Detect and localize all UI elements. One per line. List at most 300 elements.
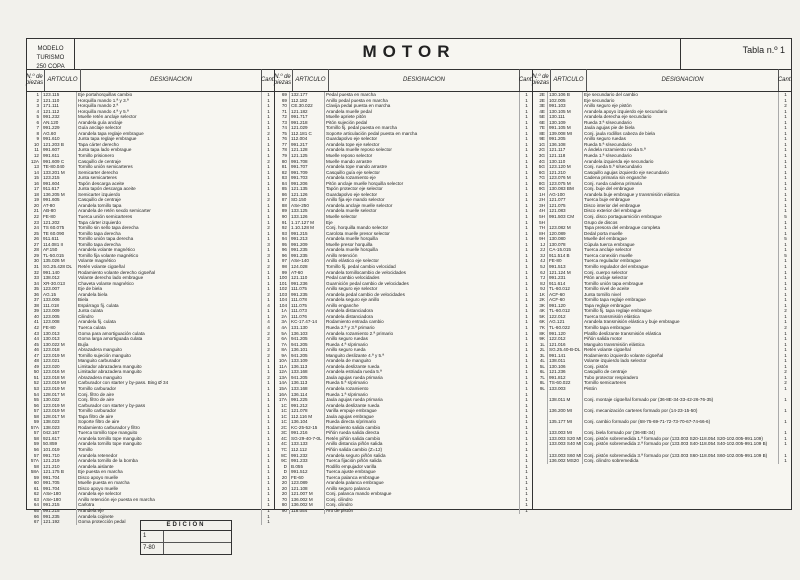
- part-number: 49: [27, 364, 42, 370]
- part-article: 991.206: [290, 181, 325, 187]
- part-number: 9H: [533, 236, 548, 242]
- part-number: 85: [275, 186, 290, 192]
- part-designation: Arandela tornillo tope manguito: [77, 436, 262, 442]
- part-article: 991.232: [290, 453, 325, 459]
- part-number: 8A: [275, 347, 290, 353]
- part-number: 90: [275, 214, 290, 220]
- part-article: 991.708: [290, 159, 325, 165]
- part-designation: Carburador con starter y by-pass. Bing Ø 34: [77, 380, 262, 386]
- part-number: 15A: [275, 386, 290, 392]
- part-number: 69: [275, 98, 290, 104]
- part-quantity: 1: [784, 247, 787, 253]
- part-quantity: 1: [525, 419, 528, 425]
- part-number: 4J: [533, 258, 548, 264]
- part-designation: Conj. disco portaguarnición embrague: [583, 214, 779, 220]
- part-quantity: 1: [267, 141, 270, 147]
- part-designation: Limitador abrazadera manguito: [77, 364, 262, 370]
- part-number: 69: [275, 92, 290, 98]
- part-quantity: 1: [784, 180, 787, 186]
- part-article: 138.011 M: [548, 397, 583, 403]
- part-article: 991.707: [290, 164, 325, 170]
- part-designation: Rodamiento entrada cambio: [325, 319, 520, 325]
- part-number: 76: [275, 136, 290, 142]
- part-quantity: 1: [525, 452, 528, 458]
- part-article: 123.019 M: [42, 386, 77, 392]
- part-article: 133.109: [290, 358, 325, 364]
- part-number: 71: [275, 109, 290, 115]
- part-number: 73: [275, 120, 290, 126]
- part-designation: Anillo fija eje mando selector: [325, 197, 520, 203]
- part-article: 136.103: [290, 331, 325, 337]
- part-designation: Bujía: [77, 342, 262, 348]
- part-quantity: 1: [784, 147, 787, 153]
- part-article: 121.182: [290, 109, 325, 115]
- part-quantity: 1: [267, 419, 270, 425]
- part-quantity: 1: [525, 136, 528, 142]
- part-designation: Carburador con starter y by-pass: [77, 403, 262, 409]
- part-number: 3: [27, 103, 42, 109]
- part-designation: Anillo seguro ruedas: [325, 336, 520, 342]
- part-designation: Arandela muelle selector: [325, 208, 520, 214]
- part-article: 121.128: [290, 147, 325, 153]
- part-quantity: 1: [525, 308, 528, 314]
- part-quantity: 1: [525, 485, 528, 491]
- part-article: 991.229: [42, 125, 77, 131]
- part-quantity: 1: [525, 258, 528, 264]
- part-designation: Tornillo tapa reglaje embrague: [583, 297, 779, 303]
- part-article: 121.118: [548, 153, 583, 159]
- part-number: 63: [27, 497, 42, 503]
- part-designation: Arandela aislante: [77, 464, 262, 470]
- part-article: 133.003: [548, 386, 583, 392]
- part-number: 46: [27, 347, 42, 353]
- part-article: 138.012: [42, 275, 77, 281]
- part-quantity: 1: [267, 313, 270, 319]
- part-number: 16A: [275, 392, 290, 398]
- part-designation: Conj. filtro de aire: [77, 392, 262, 398]
- part-quantity: 1: [525, 225, 528, 231]
- part-number: 9K: [533, 336, 548, 342]
- part-number: 80: [275, 502, 290, 508]
- part-article: 991.607: [42, 147, 77, 153]
- part-designation: Conj. rueda 5.ª s/secundario: [583, 164, 779, 170]
- part-article: 941.205: [290, 336, 325, 342]
- table-row: [533, 458, 791, 464]
- part-number: 1L: [533, 342, 548, 348]
- part-quantity: 1: [267, 485, 270, 491]
- part-quantity: 1: [784, 280, 787, 286]
- part-number: 8J: [533, 281, 548, 287]
- part-article: 136.200 MI: [548, 408, 583, 414]
- part-number: 23: [27, 220, 42, 226]
- part-designation: Muelle presor horquilla: [325, 242, 520, 248]
- part-number: 20: [27, 203, 42, 209]
- part-quantity: 1: [525, 441, 528, 447]
- part-article: TE-80.040: [42, 164, 77, 170]
- part-number: 3G: [533, 153, 548, 159]
- part-quantity: 1: [525, 175, 528, 181]
- part-quantity: 1: [784, 374, 787, 380]
- part-designation: Horquilla mando 1.ª y 3.ª: [77, 98, 262, 104]
- part-number: 2: [27, 98, 42, 104]
- part-article: 991.232: [42, 114, 77, 120]
- part-designation: Jaula agujas pie de biela: [583, 125, 779, 131]
- part-designation: Conj. pistón: [583, 364, 779, 370]
- part-designation: Muelle mando arrastre: [325, 159, 520, 165]
- part-article: 121.029: [290, 125, 325, 131]
- part-designation: Jaula agujas embrague: [325, 414, 520, 420]
- part-number: 55: [27, 397, 42, 403]
- part-designation: Tapa cárter izquierdo: [77, 220, 262, 226]
- part-quantity: 1: [267, 380, 270, 386]
- part-quantity: 1: [784, 125, 787, 131]
- part-article: 991.710: [42, 453, 77, 459]
- part-quantity: 1: [784, 291, 787, 297]
- part-designation: Conj. cilindro sobremedida: [583, 458, 779, 464]
- part-article: 991.717: [290, 114, 325, 120]
- part-article: AG-100: [548, 192, 583, 198]
- part-designation: Carlotra: [77, 502, 262, 508]
- header-designacion: DESIGNACION: [81, 69, 262, 91]
- part-article: 991.216: [290, 430, 325, 436]
- part-article: 121.110: [290, 275, 325, 281]
- part-number: 7G: [533, 175, 548, 181]
- part-quantity: 1: [267, 164, 270, 170]
- part-designation: Tuerca anclaje selector: [583, 247, 779, 253]
- part-quantity: 1: [525, 508, 528, 514]
- part-article: ASe-140: [290, 258, 325, 264]
- edicion-label: EDICION: [141, 521, 231, 531]
- part-designation: Rueda 3.ª s/secundario: [583, 120, 779, 126]
- part-quantity: 1: [267, 280, 270, 286]
- part-article: 911.617: [42, 186, 77, 192]
- header-num: N.º de piezas: [533, 69, 551, 91]
- part-number: 3K: [533, 303, 548, 309]
- part-number: 1H: [533, 192, 548, 198]
- part-designation: Rueda 2.ª y 3.ª primario: [325, 325, 520, 331]
- edicion-cell: 7-80: [141, 543, 164, 554]
- part-quantity: 2: [267, 330, 270, 336]
- part-article: 991.140: [42, 270, 77, 276]
- part-article: 123.215: [42, 175, 77, 181]
- part-quantity: 1: [525, 202, 528, 208]
- part-article: 133.003 MI: [548, 430, 583, 436]
- part-quantity: 5: [784, 214, 787, 220]
- part-number: 101: [275, 281, 290, 287]
- part-designation: Tornillo: [77, 447, 262, 453]
- part-number: 75: [275, 131, 290, 137]
- part-quantity: 1: [525, 319, 528, 325]
- part-number: 6G: [533, 170, 548, 176]
- part-article: 123.020: [42, 364, 77, 370]
- part-quantity: 1: [525, 92, 528, 97]
- part-quantity: 1: [525, 385, 528, 391]
- part-article: 139.008 MI: [548, 131, 583, 137]
- part-number: 5: [27, 114, 42, 120]
- part-quantity: 4: [267, 319, 270, 325]
- part-number: 90: [275, 508, 290, 514]
- part-number: 4G: [533, 159, 548, 165]
- part-quantity: 1: [784, 458, 787, 464]
- part-article: 991.235: [290, 292, 325, 298]
- part-designation: Goma protección pedal: [77, 519, 262, 525]
- part-designation: Chaveta volante magnético: [77, 281, 262, 287]
- part-designation: Anillo enganche: [325, 303, 520, 309]
- part-number: 4K: [533, 308, 548, 314]
- part-article: 138.011: [548, 358, 583, 364]
- part-designation: Arandela rozamiento 2.ª primario: [325, 331, 520, 337]
- part-designation: Tuerca tornillo tope manguito: [77, 430, 262, 436]
- part-article: 121.007 M: [290, 491, 325, 497]
- part-quantity: 1: [784, 435, 787, 441]
- part-number: 12: [27, 153, 42, 159]
- part-number: 70: [275, 497, 290, 503]
- part-number: 4C: [275, 441, 290, 447]
- part-quantity: 1: [267, 413, 270, 419]
- part-article: 123.018 M: [42, 375, 77, 381]
- part-article: 136.113: [290, 364, 325, 370]
- part-article: TL-50.015: [42, 253, 77, 259]
- part-designation: Tornillo tapa derecha: [77, 242, 262, 248]
- part-number: [533, 458, 548, 464]
- part-article: 991.217: [290, 142, 325, 148]
- part-article: SD.150: [290, 197, 325, 203]
- part-designation: Piñón rueda salida directa: [325, 430, 520, 436]
- part-number: 96: [275, 247, 290, 253]
- part-article: 121.075: [548, 203, 583, 209]
- part-number: 7C: [275, 447, 290, 453]
- part-article: ACF-60: [548, 297, 583, 303]
- part-designation: Manguito transmisión elástica: [583, 342, 779, 348]
- part-designation: Anillo seguro palanca: [325, 486, 520, 492]
- part-designation: Rueda directa s/primario: [325, 419, 520, 425]
- part-article: TL-60.012: [548, 308, 583, 314]
- part-quantity: 1: [525, 324, 528, 330]
- part-article: 991.709: [290, 170, 325, 176]
- part-quantity: 1: [267, 191, 270, 197]
- part-article: 136.104: [290, 419, 325, 425]
- part-article: 130.111: [548, 114, 583, 120]
- part-quantity: 1: [784, 175, 787, 181]
- part-number: D: [275, 469, 290, 475]
- part-designation: Guardapolvo eje selector: [325, 136, 520, 142]
- part-designation: Tuerca culata: [77, 325, 262, 331]
- part-quantity: 1: [267, 308, 270, 314]
- part-article: 133.168: [290, 369, 325, 375]
- part-quantity: 1: [784, 164, 787, 170]
- edicion-cell: 1: [141, 531, 164, 542]
- part-designation: Casquillo de centraje: [77, 159, 262, 165]
- part-number: 2E: [533, 98, 548, 104]
- part-number: 64: [27, 502, 42, 508]
- part-designation: Guía anclaje selector: [77, 125, 262, 131]
- part-designation: Guardapolvo eje selector: [325, 192, 520, 198]
- part-article: 121.126: [290, 192, 325, 198]
- part-number: 57A: [27, 458, 42, 464]
- part-number: 31: [27, 264, 42, 270]
- part-number: 15: [27, 175, 42, 181]
- part-designation: Tornillo fij. tapa reglaje embrague: [583, 308, 779, 314]
- part-article: 121.110: [42, 98, 77, 104]
- part-designation: Platillo deslizante transmisión elástica: [583, 331, 779, 337]
- part-quantity: 1: [784, 230, 787, 236]
- part-designation: Arandela izquierda eje secundario: [583, 159, 779, 165]
- part-quantity: 1: [267, 119, 270, 125]
- part-designation: Junta semicarteres: [77, 175, 262, 181]
- part-article: 991.236: [290, 281, 325, 287]
- part-number: 61: [27, 486, 42, 492]
- part-designation: Junta tapón descarga aceite: [77, 186, 262, 192]
- part-article: 991.231: [548, 275, 583, 281]
- part-number: 59: [27, 475, 42, 481]
- part-quantity: 1: [525, 402, 528, 408]
- part-quantity: 1: [525, 458, 528, 464]
- part-number: 20: [275, 486, 290, 492]
- part-quantity: 1: [267, 491, 270, 497]
- part-article: 130.106: [548, 364, 583, 370]
- part-article: 133.168: [290, 386, 325, 392]
- part-article: 991.605: [42, 197, 77, 203]
- part-designation: Tapa cárter derecho: [77, 142, 262, 148]
- part-number: 12A: [275, 369, 290, 375]
- parts-column-2: [273, 69, 534, 514]
- part-article: 123.018: [42, 347, 77, 353]
- part-designation: Goma larga amortiguada culata: [77, 336, 262, 342]
- part-number: 93: [275, 231, 290, 237]
- part-number: 16: [27, 181, 42, 187]
- part-number: 25: [27, 231, 42, 237]
- part-designation: Conj. mecanización carteres formado por (14-23-15-50): [583, 408, 779, 414]
- part-quantity: 1: [525, 358, 528, 364]
- part-article: 991.233: [290, 458, 325, 464]
- part-quantity: 1: [525, 241, 528, 247]
- part-designation: Varilla empuje embrague: [325, 408, 520, 414]
- part-designation: Tornillo carburador: [77, 408, 262, 414]
- part-designation: Jaula agujas rueda primaria: [325, 375, 520, 381]
- page-title: MOTOR: [362, 42, 456, 61]
- part-article: ASe-250: [290, 203, 325, 209]
- part-designation: Conj. rueda cadena primaria: [583, 181, 779, 187]
- part-quantity: 1: [784, 419, 787, 425]
- part-number: 66: [27, 514, 42, 520]
- part-quantity: 1: [525, 263, 528, 269]
- part-quantity: 1: [267, 236, 270, 242]
- part-article: 941.205: [290, 353, 325, 359]
- part-quantity: 1: [267, 435, 270, 441]
- part-number: 6A: [275, 336, 290, 342]
- part-quantity: 1: [784, 136, 787, 142]
- part-quantity: 4: [267, 324, 270, 330]
- part-quantity: 1: [267, 269, 270, 275]
- part-quantity: 2: [267, 263, 270, 269]
- part-article: 121.016: [548, 342, 583, 348]
- part-designation: Arandela cojinete: [77, 514, 262, 520]
- part-number: 2E: [533, 92, 548, 98]
- part-article: 130.110: [548, 159, 583, 165]
- part-quantity: 2: [784, 324, 787, 330]
- part-number: 95: [275, 242, 290, 248]
- part-designation: Rueda 1.ª s/secundario: [583, 153, 779, 159]
- part-quantity: 1: [525, 230, 528, 236]
- part-article: KC-17.47-14: [290, 319, 325, 325]
- part-quantity: 1: [525, 252, 528, 258]
- part-quantity: 1: [784, 158, 787, 164]
- part-article: 136.113: [290, 380, 325, 386]
- part-article: 135.026 M: [42, 258, 77, 264]
- part-article: 133.133: [290, 441, 325, 447]
- part-number: 72: [275, 114, 290, 120]
- part-quantity: 1: [525, 352, 528, 358]
- edicion-row: [141, 531, 231, 543]
- part-number: 7A: [275, 342, 290, 348]
- part-designation: Conj. pistón sobremedida 1.ª formado por (133.003 S20-118.054 S20-102.005-991.109): [583, 436, 779, 442]
- part-quantity: 1: [525, 186, 528, 192]
- part-number: 51: [27, 375, 42, 381]
- part-designation: Tornillo carburador: [77, 386, 262, 392]
- part-article: 130.083 BM: [548, 186, 583, 192]
- part-number: 6J: [533, 270, 548, 276]
- part-quantity: 1: [784, 319, 787, 325]
- part-designation: Arandela rozamiento: [325, 386, 520, 392]
- part-number: 3A: [275, 319, 290, 325]
- part-number: 8G: [533, 181, 548, 187]
- part-number: 37: [27, 297, 42, 303]
- part-article: 991.235: [42, 514, 77, 520]
- part-article: 121.135: [290, 186, 325, 192]
- part-number: 104: [275, 303, 290, 309]
- part-designation: Conj. cuerpo selector: [583, 270, 779, 276]
- part-article: 111.018: [42, 303, 77, 309]
- part-article: 991.812: [548, 375, 583, 381]
- part-number: 36: [27, 292, 42, 298]
- part-article: 112.112: [290, 447, 325, 453]
- part-quantity: 1: [267, 208, 270, 214]
- part-designation: Tornillo fija volante magnético: [77, 253, 262, 259]
- part-designation: Arandela muelle pedal: [325, 109, 520, 115]
- part-quantity: 1: [525, 397, 528, 403]
- part-article: 123.005: [42, 314, 77, 320]
- part-number: 3E: [533, 103, 548, 109]
- part-number: 47: [27, 353, 42, 359]
- part-quantity: 3: [267, 241, 270, 247]
- part-designation: Tapa reglaje embrague: [583, 303, 779, 309]
- part-designation: Semicarter derecho: [77, 170, 262, 176]
- part-designation: Carolota muelle presor selector: [325, 231, 520, 237]
- part-article: 123.120 M: [548, 164, 583, 170]
- part-number: 40: [27, 314, 42, 320]
- part-number: 8C: [275, 453, 290, 459]
- part-number: 8E: [533, 131, 548, 137]
- part-designation: Tuerca conexión muelle: [583, 253, 779, 259]
- parts-column-3: [533, 69, 791, 509]
- part-number: 98: [275, 264, 290, 270]
- part-designation: Tornillo sin sello tapa derecha: [77, 225, 262, 231]
- part-designation: Clavija pedal puesta en marcha: [325, 103, 520, 109]
- part-quantity: 1: [784, 97, 787, 103]
- part-number: 87: [275, 197, 290, 203]
- part-quantity: 1: [525, 164, 528, 170]
- part-quantity: 1: [267, 519, 270, 525]
- tabla-box: [680, 39, 791, 69]
- part-number: 9E: [533, 136, 548, 142]
- part-article: 991.205: [548, 136, 583, 142]
- edicion-box: [140, 520, 232, 555]
- part-quantity: 1: [784, 141, 787, 147]
- part-quantity: 1: [525, 269, 528, 275]
- part-designation: Jaula agujas rueda primaria: [325, 397, 520, 403]
- part-quantity: 1: [784, 363, 787, 369]
- part-designation: Biela: [77, 297, 262, 303]
